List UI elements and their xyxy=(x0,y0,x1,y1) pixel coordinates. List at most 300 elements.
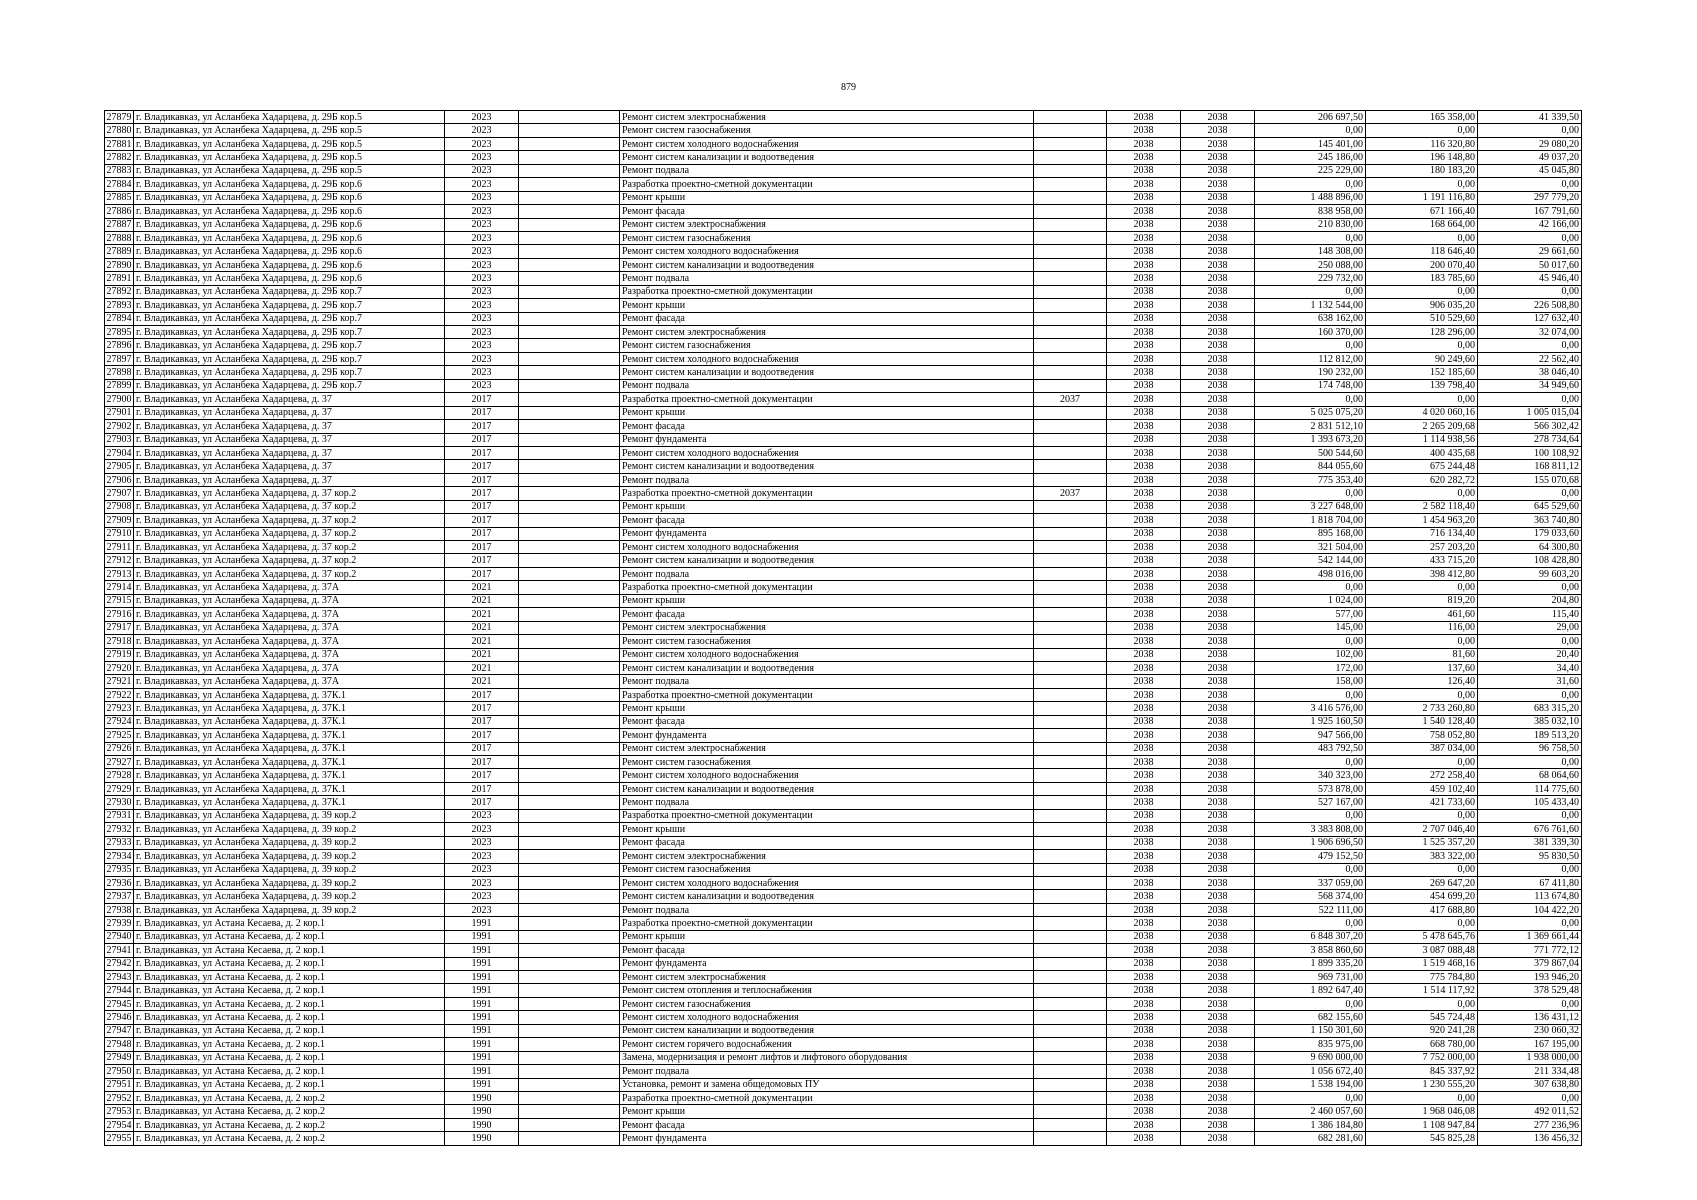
address-cell: г. Владикавказ, ул Астана Кесаева, д. 2 кор.2 xyxy=(134,1132,445,1145)
owners-share-cell: 95 830,50 xyxy=(1478,850,1582,863)
owners-share-cell: 29,00 xyxy=(1478,621,1582,634)
table-row xyxy=(105,621,1582,634)
owners-share-cell: 34,40 xyxy=(1478,661,1582,674)
fund-share-cell: 545 724,48 xyxy=(1366,1011,1478,1024)
construction-year-cell: 2023 xyxy=(445,218,519,231)
table-row xyxy=(105,124,1582,137)
fund-share-cell: 116,00 xyxy=(1366,621,1478,634)
owners-share-cell: 41 339,50 xyxy=(1478,111,1582,124)
address-cell: г. Владикавказ, ул Асланбека Хадарцева, д. 37К.1 xyxy=(134,688,445,701)
total-cost-cell: 1 386 184,80 xyxy=(1255,1118,1366,1131)
empty-cell xyxy=(519,406,620,419)
empty-cell xyxy=(519,124,620,137)
fund-share-cell: 906 035,20 xyxy=(1366,299,1478,312)
end-year-cell: 2038 xyxy=(1181,258,1255,271)
planned-year-cell xyxy=(1034,1051,1107,1064)
construction-year-cell: 1991 xyxy=(445,984,519,997)
work-type-cell: Ремонт подвала xyxy=(620,379,1034,392)
table-row xyxy=(105,258,1582,271)
start-year-cell: 2038 xyxy=(1107,567,1181,580)
record-number-cell: 27882 xyxy=(106,152,132,164)
planned-year-cell xyxy=(1034,514,1107,527)
empty-cell xyxy=(519,756,620,769)
record-number-cell: 27929 xyxy=(106,783,132,795)
start-year-cell: 2038 xyxy=(1107,527,1181,540)
total-cost-cell: 245 186,00 xyxy=(1255,151,1366,164)
work-type-cell: Ремонт систем канализации и водоотведения xyxy=(620,554,1034,567)
address-cell: г. Владикавказ, ул Асланбека Хадарцева, д. 37А xyxy=(134,608,445,621)
start-year-cell: 2038 xyxy=(1107,1024,1181,1037)
record-number-cell: 27893 xyxy=(106,299,132,311)
fund-share-cell: 454 699,20 xyxy=(1366,890,1478,903)
start-year-cell: 2038 xyxy=(1107,688,1181,701)
planned-year-cell xyxy=(1034,971,1107,984)
total-cost-cell: 2 460 057,60 xyxy=(1255,1105,1366,1118)
construction-year-cell: 2023 xyxy=(445,285,519,298)
fund-share-cell: 196 148,80 xyxy=(1366,151,1478,164)
empty-cell xyxy=(519,997,620,1010)
start-year-cell: 2038 xyxy=(1107,514,1181,527)
owners-share-cell: 230 060,32 xyxy=(1478,1024,1582,1037)
total-cost-cell: 1 899 335,20 xyxy=(1255,957,1366,970)
end-year-cell: 2038 xyxy=(1181,460,1255,473)
owners-share-cell: 34 949,60 xyxy=(1478,379,1582,392)
empty-cell xyxy=(519,1118,620,1131)
work-type-cell: Ремонт фундамента xyxy=(620,729,1034,742)
work-type-cell: Ремонт подвала xyxy=(620,1065,1034,1078)
end-year-cell: 2038 xyxy=(1181,661,1255,674)
table-row xyxy=(105,218,1582,231)
address-cell: г. Владикавказ, ул Асланбека Хадарцева, д. 37 xyxy=(134,393,445,406)
end-year-cell: 2038 xyxy=(1181,581,1255,594)
work-type-cell: Ремонт систем электроснабжения xyxy=(620,218,1034,231)
record-number-cell: 27919 xyxy=(106,649,132,661)
work-type-cell: Ремонт подвала xyxy=(620,903,1034,916)
owners-share-cell: 96 758,50 xyxy=(1478,742,1582,755)
address-cell: г. Владикавказ, ул Асланбека Хадарцева, д. 29Б кор.7 xyxy=(134,352,445,365)
table-row xyxy=(105,930,1582,943)
fund-share-cell: 675 244,48 xyxy=(1366,460,1478,473)
construction-year-cell: 2021 xyxy=(445,594,519,607)
table-row xyxy=(105,366,1582,379)
address-cell: г. Владикавказ, ул Асланбека Хадарцева, д. 37 кор.2 xyxy=(134,554,445,567)
construction-year-cell: 2021 xyxy=(445,661,519,674)
start-year-cell: 2038 xyxy=(1107,218,1181,231)
empty-cell xyxy=(519,796,620,809)
start-year-cell: 2038 xyxy=(1107,997,1181,1010)
total-cost-cell: 102,00 xyxy=(1255,648,1366,661)
fund-share-cell: 128 296,00 xyxy=(1366,326,1478,339)
page-number: 879 xyxy=(841,82,856,93)
work-type-cell: Разработка проектно-сметной документации xyxy=(620,178,1034,191)
table-row xyxy=(105,1118,1582,1131)
total-cost-cell: 225 229,00 xyxy=(1255,164,1366,177)
owners-share-cell: 0,00 xyxy=(1478,285,1582,298)
record-number-cell: 27903 xyxy=(106,434,132,446)
empty-cell xyxy=(519,393,620,406)
fund-share-cell: 2 707 046,40 xyxy=(1366,823,1478,836)
fund-share-cell: 0,00 xyxy=(1366,178,1478,191)
end-year-cell: 2038 xyxy=(1181,648,1255,661)
construction-year-cell: 2023 xyxy=(445,137,519,150)
end-year-cell: 2038 xyxy=(1181,231,1255,244)
empty-cell xyxy=(519,782,620,795)
table-row xyxy=(105,581,1582,594)
empty-cell xyxy=(519,514,620,527)
construction-year-cell: 2023 xyxy=(445,863,519,876)
address-cell: г. Владикавказ, ул Асланбека Хадарцева, д. 37К.1 xyxy=(134,756,445,769)
record-number-cell: 27925 xyxy=(106,729,132,741)
planned-year-cell xyxy=(1034,756,1107,769)
owners-share-cell: 193 946,20 xyxy=(1478,971,1582,984)
owners-share-cell: 68 064,60 xyxy=(1478,769,1582,782)
total-cost-cell: 145,00 xyxy=(1255,621,1366,634)
table-row xyxy=(105,446,1582,459)
construction-year-cell: 1991 xyxy=(445,930,519,943)
construction-year-cell: 2021 xyxy=(445,581,519,594)
total-cost-cell: 0,00 xyxy=(1255,1091,1366,1104)
construction-year-cell: 2023 xyxy=(445,312,519,325)
construction-year-cell: 2017 xyxy=(445,702,519,715)
end-year-cell: 2038 xyxy=(1181,326,1255,339)
address-cell: г. Владикавказ, ул Асланбека Хадарцева, д. 37К.1 xyxy=(134,796,445,809)
planned-year-cell xyxy=(1034,1024,1107,1037)
start-year-cell: 2038 xyxy=(1107,258,1181,271)
construction-year-cell: 2021 xyxy=(445,621,519,634)
total-cost-cell: 522 111,00 xyxy=(1255,903,1366,916)
planned-year-cell xyxy=(1034,729,1107,742)
planned-year-cell xyxy=(1034,312,1107,325)
table-row xyxy=(105,379,1582,392)
record-number-cell: 27915 xyxy=(106,595,132,607)
total-cost-cell: 483 792,50 xyxy=(1255,742,1366,755)
table-row xyxy=(105,487,1582,500)
owners-share-cell: 114 775,60 xyxy=(1478,782,1582,795)
end-year-cell: 2038 xyxy=(1181,339,1255,352)
end-year-cell: 2038 xyxy=(1181,137,1255,150)
start-year-cell: 2038 xyxy=(1107,903,1181,916)
empty-cell xyxy=(519,245,620,258)
record-number-cell: 27904 xyxy=(106,447,132,459)
table-row xyxy=(105,500,1582,513)
empty-cell xyxy=(519,567,620,580)
start-year-cell: 2038 xyxy=(1107,164,1181,177)
record-number-cell: 27940 xyxy=(106,931,132,943)
fund-share-cell: 387 034,00 xyxy=(1366,742,1478,755)
empty-cell xyxy=(519,366,620,379)
empty-cell xyxy=(519,500,620,513)
owners-share-cell: 38 046,40 xyxy=(1478,366,1582,379)
table-row xyxy=(105,339,1582,352)
start-year-cell: 2038 xyxy=(1107,917,1181,930)
owners-share-cell: 1 369 661,44 xyxy=(1478,930,1582,943)
planned-year-cell xyxy=(1034,272,1107,285)
address-cell: г. Владикавказ, ул Асланбека Хадарцева, д. 29Б кор.5 xyxy=(134,164,445,177)
table-row xyxy=(105,782,1582,795)
address-cell: г. Владикавказ, ул Асланбека Хадарцева, д. 37 кор.2 xyxy=(134,527,445,540)
fund-share-cell: 269 647,20 xyxy=(1366,876,1478,889)
work-type-cell: Ремонт систем канализации и водоотведения xyxy=(620,460,1034,473)
owners-share-cell: 381 339,30 xyxy=(1478,836,1582,849)
start-year-cell: 2038 xyxy=(1107,971,1181,984)
planned-year-cell xyxy=(1034,742,1107,755)
table-row xyxy=(105,823,1582,836)
table-row xyxy=(105,876,1582,889)
fund-share-cell: 0,00 xyxy=(1366,124,1478,137)
empty-cell xyxy=(519,742,620,755)
table-row xyxy=(105,1078,1582,1091)
end-year-cell: 2038 xyxy=(1181,756,1255,769)
owners-share-cell: 0,00 xyxy=(1478,635,1582,648)
end-year-cell: 2038 xyxy=(1181,876,1255,889)
table-row xyxy=(105,917,1582,930)
total-cost-cell: 498 016,00 xyxy=(1255,567,1366,580)
total-cost-cell: 158,00 xyxy=(1255,675,1366,688)
construction-year-cell: 2023 xyxy=(445,890,519,903)
total-cost-cell: 1 488 896,00 xyxy=(1255,191,1366,204)
fund-share-cell: 81,60 xyxy=(1366,648,1478,661)
planned-year-cell xyxy=(1034,1038,1107,1051)
empty-cell xyxy=(519,581,620,594)
total-cost-cell: 0,00 xyxy=(1255,635,1366,648)
end-year-cell: 2038 xyxy=(1181,191,1255,204)
construction-year-cell: 2023 xyxy=(445,111,519,124)
construction-year-cell: 2017 xyxy=(445,554,519,567)
planned-year-cell xyxy=(1034,903,1107,916)
start-year-cell: 2038 xyxy=(1107,554,1181,567)
table-row xyxy=(105,111,1582,124)
table-row xyxy=(105,984,1582,997)
construction-year-cell: 2017 xyxy=(445,487,519,500)
record-number-cell: 27914 xyxy=(106,582,132,594)
empty-cell xyxy=(519,608,620,621)
record-number-cell: 27911 xyxy=(105,541,134,554)
record-number-cell: 27926 xyxy=(106,743,132,755)
total-cost-cell: 1 906 696,50 xyxy=(1255,836,1366,849)
address-cell: г. Владикавказ, ул Асланбека Хадарцева, д. 37 кор.2 xyxy=(134,514,445,527)
planned-year-cell xyxy=(1034,836,1107,849)
work-type-cell: Разработка проектно-сметной документации xyxy=(620,285,1034,298)
owners-share-cell: 211 334,48 xyxy=(1478,1065,1582,1078)
total-cost-cell: 573 878,00 xyxy=(1255,782,1366,795)
address-cell: г. Владикавказ, ул Асланбека Хадарцева, д. 29Б кор.7 xyxy=(134,312,445,325)
table-row xyxy=(105,164,1582,177)
total-cost-cell: 638 162,00 xyxy=(1255,312,1366,325)
table-row xyxy=(105,863,1582,876)
record-number-cell: 27937 xyxy=(106,891,132,903)
record-number-cell: 27921 xyxy=(106,676,132,688)
address-cell: г. Владикавказ, ул Асланбека Хадарцева, д. 37 кор.2 xyxy=(134,487,445,500)
table-row xyxy=(105,729,1582,742)
address-cell: г. Владикавказ, ул Астана Кесаева, д. 2 кор.1 xyxy=(134,971,445,984)
total-cost-cell: 9 690 000,00 xyxy=(1255,1051,1366,1064)
table-row xyxy=(105,850,1582,863)
empty-cell xyxy=(519,984,620,997)
start-year-cell: 2038 xyxy=(1107,420,1181,433)
total-cost-cell: 210 830,00 xyxy=(1255,218,1366,231)
empty-cell xyxy=(519,554,620,567)
construction-year-cell: 2023 xyxy=(445,299,519,312)
work-type-cell: Ремонт систем холодного водоснабжения xyxy=(620,876,1034,889)
table-row xyxy=(105,688,1582,701)
start-year-cell: 2038 xyxy=(1107,285,1181,298)
empty-cell xyxy=(519,1011,620,1024)
work-type-cell: Ремонт систем электроснабжения xyxy=(620,850,1034,863)
construction-year-cell: 1991 xyxy=(445,1024,519,1037)
construction-year-cell: 1991 xyxy=(445,957,519,970)
record-number-cell: 27924 xyxy=(106,716,132,728)
total-cost-cell: 1 024,00 xyxy=(1255,594,1366,607)
planned-year-cell xyxy=(1034,433,1107,446)
address-cell: г. Владикавказ, ул Асланбека Хадарцева, д. 29Б кор.5 xyxy=(134,137,445,150)
table-row xyxy=(105,473,1582,486)
start-year-cell: 2038 xyxy=(1107,836,1181,849)
construction-year-cell: 1991 xyxy=(445,917,519,930)
record-number-cell: 27934 xyxy=(106,850,132,862)
end-year-cell: 2038 xyxy=(1181,487,1255,500)
empty-cell xyxy=(519,836,620,849)
construction-year-cell: 1991 xyxy=(445,1011,519,1024)
record-number-cell: 27899 xyxy=(106,380,132,392)
planned-year-cell xyxy=(1034,164,1107,177)
address-cell: г. Владикавказ, ул Асланбека Хадарцева, д. 39 кор.2 xyxy=(134,876,445,889)
address-cell: г. Владикавказ, ул Астана Кесаева, д. 2 кор.1 xyxy=(134,1011,445,1024)
record-number-cell: 27886 xyxy=(106,205,132,217)
total-cost-cell: 682 281,60 xyxy=(1255,1132,1366,1145)
owners-share-cell: 0,00 xyxy=(1478,997,1582,1010)
fund-share-cell: 1 968 046,08 xyxy=(1366,1105,1478,1118)
table-row xyxy=(105,1051,1582,1064)
start-year-cell: 2038 xyxy=(1107,581,1181,594)
table-row xyxy=(105,178,1582,191)
planned-year-cell xyxy=(1034,796,1107,809)
end-year-cell: 2038 xyxy=(1181,688,1255,701)
work-type-cell: Ремонт фундамента xyxy=(620,433,1034,446)
planned-year-cell xyxy=(1034,782,1107,795)
planned-year-cell xyxy=(1034,1065,1107,1078)
empty-cell xyxy=(519,1065,620,1078)
planned-year-cell xyxy=(1034,111,1107,124)
total-cost-cell: 577,00 xyxy=(1255,608,1366,621)
table-row xyxy=(105,299,1582,312)
start-year-cell: 2038 xyxy=(1107,1011,1181,1024)
start-year-cell: 2038 xyxy=(1107,661,1181,674)
work-type-cell: Ремонт систем холодного водоснабжения xyxy=(620,245,1034,258)
planned-year-cell xyxy=(1034,420,1107,433)
table-row xyxy=(105,1011,1582,1024)
record-number-cell: 27913 xyxy=(106,568,132,580)
record-number-cell: 27890 xyxy=(106,259,132,271)
owners-share-cell: 0,00 xyxy=(1478,231,1582,244)
empty-cell xyxy=(519,258,620,271)
construction-year-cell: 2017 xyxy=(445,782,519,795)
address-cell: г. Владикавказ, ул Асланбека Хадарцева, д. 37 xyxy=(134,446,445,459)
owners-share-cell: 492 011,52 xyxy=(1478,1105,1582,1118)
total-cost-cell: 1 132 544,00 xyxy=(1255,299,1366,312)
table-row xyxy=(105,137,1582,150)
empty-cell xyxy=(519,541,620,554)
table-row xyxy=(105,648,1582,661)
record-number-cell: 27950 xyxy=(106,1065,132,1077)
empty-cell xyxy=(519,863,620,876)
empty-cell xyxy=(519,621,620,634)
record-number-cell: 27908 xyxy=(106,501,132,513)
table-row xyxy=(105,903,1582,916)
end-year-cell: 2038 xyxy=(1181,218,1255,231)
empty-cell xyxy=(519,1105,620,1118)
start-year-cell: 2038 xyxy=(1107,863,1181,876)
owners-share-cell: 115,40 xyxy=(1478,608,1582,621)
construction-year-cell: 1990 xyxy=(445,1091,519,1104)
work-type-cell: Разработка проектно-сметной документации xyxy=(620,688,1034,701)
owners-share-cell: 378 529,48 xyxy=(1478,984,1582,997)
record-number-cell: 27952 xyxy=(106,1092,132,1104)
fund-share-cell: 257 203,20 xyxy=(1366,541,1478,554)
table-row xyxy=(105,312,1582,325)
address-cell: г. Владикавказ, ул Асланбека Хадарцева, д. 37К.1 xyxy=(134,715,445,728)
work-type-cell: Ремонт фасада xyxy=(620,205,1034,218)
empty-cell xyxy=(519,420,620,433)
construction-year-cell: 2017 xyxy=(445,729,519,742)
start-year-cell: 2038 xyxy=(1107,608,1181,621)
work-type-cell: Ремонт систем газоснабжения xyxy=(620,997,1034,1010)
start-year-cell: 2038 xyxy=(1107,1105,1181,1118)
start-year-cell: 2038 xyxy=(1107,782,1181,795)
fund-share-cell: 1 454 963,20 xyxy=(1366,514,1478,527)
fund-share-cell: 433 715,20 xyxy=(1366,554,1478,567)
table-row xyxy=(105,1024,1582,1037)
end-year-cell: 2038 xyxy=(1181,635,1255,648)
address-cell: г. Владикавказ, ул Асланбека Хадарцева, д. 39 кор.2 xyxy=(134,903,445,916)
address-cell: г. Владикавказ, ул Асланбека Хадарцева, д. 37 xyxy=(134,420,445,433)
fund-share-cell: 118 646,40 xyxy=(1366,245,1478,258)
start-year-cell: 2038 xyxy=(1107,460,1181,473)
fund-share-cell: 671 166,40 xyxy=(1366,205,1478,218)
planned-year-cell xyxy=(1034,957,1107,970)
planned-year-cell: 2037 xyxy=(1034,487,1107,500)
end-year-cell: 2038 xyxy=(1181,164,1255,177)
start-year-cell: 2038 xyxy=(1107,756,1181,769)
fund-share-cell: 461,60 xyxy=(1366,608,1478,621)
construction-year-cell: 2017 xyxy=(445,393,519,406)
end-year-cell: 2038 xyxy=(1181,1118,1255,1131)
total-cost-cell: 0,00 xyxy=(1255,581,1366,594)
start-year-cell: 2038 xyxy=(1107,823,1181,836)
record-number-cell: 27922 xyxy=(106,689,132,701)
start-year-cell: 2038 xyxy=(1107,1038,1181,1051)
end-year-cell: 2038 xyxy=(1181,473,1255,486)
construction-year-cell: 2023 xyxy=(445,379,519,392)
table-row xyxy=(105,1105,1582,1118)
empty-cell xyxy=(519,876,620,889)
record-number-cell: 27948 xyxy=(106,1038,132,1050)
planned-year-cell xyxy=(1034,137,1107,150)
record-number-cell: 27933 xyxy=(106,837,132,849)
work-type-cell: Ремонт систем электроснабжения xyxy=(620,971,1034,984)
address-cell: г. Владикавказ, ул Астана Кесаева, д. 2 кор.1 xyxy=(134,1038,445,1051)
fund-share-cell: 545 825,28 xyxy=(1366,1132,1478,1145)
owners-share-cell: 204,80 xyxy=(1478,594,1582,607)
end-year-cell: 2038 xyxy=(1181,1105,1255,1118)
end-year-cell: 2038 xyxy=(1181,272,1255,285)
fund-share-cell: 0,00 xyxy=(1366,756,1478,769)
owners-share-cell: 0,00 xyxy=(1478,756,1582,769)
address-cell: г. Владикавказ, ул Асланбека Хадарцева, д. 37 кор.2 xyxy=(134,567,445,580)
construction-year-cell: 2023 xyxy=(445,245,519,258)
planned-year-cell xyxy=(1034,608,1107,621)
owners-share-cell: 108 428,80 xyxy=(1478,554,1582,567)
table-row xyxy=(105,769,1582,782)
